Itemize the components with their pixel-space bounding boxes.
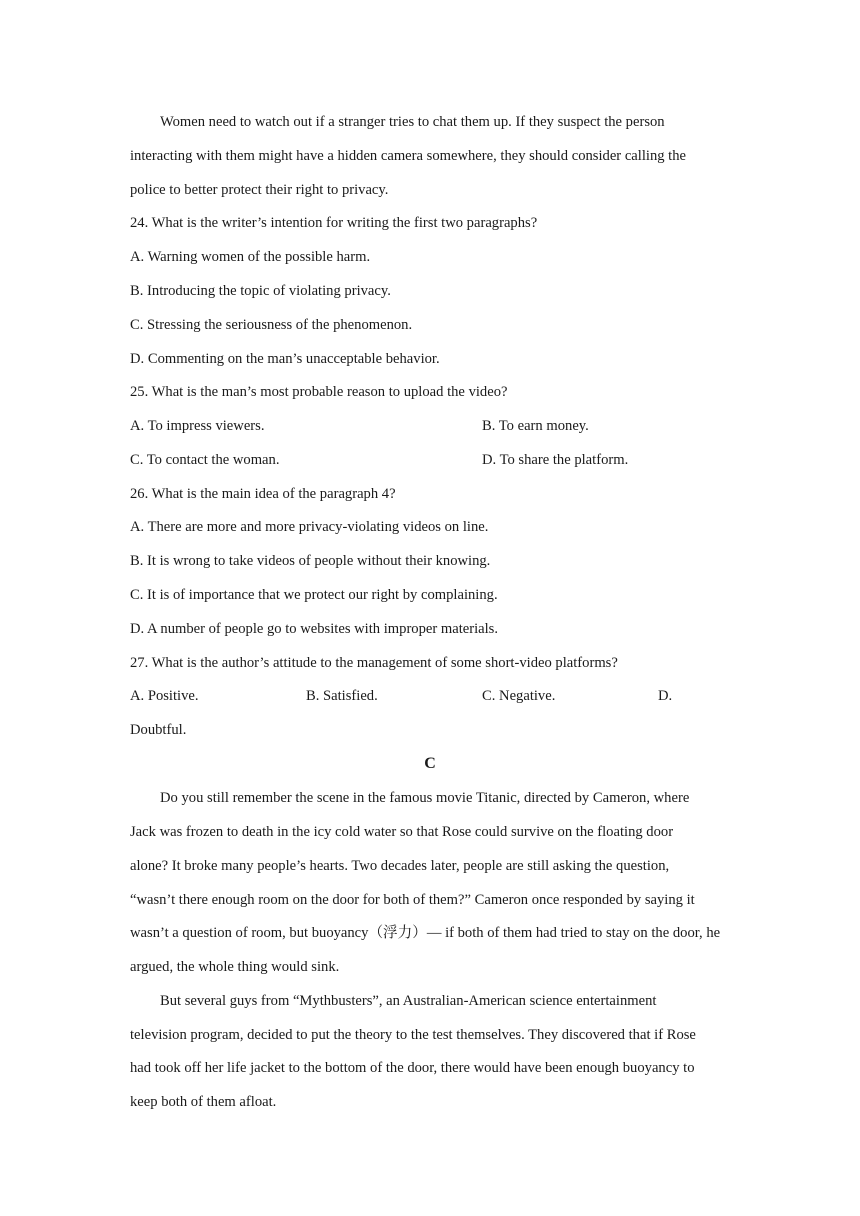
question-27-option-d-marker: D. bbox=[658, 688, 673, 704]
question-24-option-b: B. Introducing the topic of violating privacy. bbox=[130, 283, 391, 299]
question-25-stem: 25. What is the man’s most probable reason to upload the video? bbox=[130, 384, 508, 400]
paragraph-line: Do you still remember the scene in the famous movie Titanic, directed by Cameron, where bbox=[160, 790, 690, 806]
question-24-stem: 24. What is the writer’s intention for writing the first two paragraphs? bbox=[130, 215, 538, 231]
paragraph-line: had took off her life jacket to the bottom of the door, there would have been enough buoyancy to bbox=[130, 1060, 695, 1076]
paragraph-line: police to better protect their right to privacy. bbox=[130, 182, 389, 198]
question-25-option-d: D. To share the platform. bbox=[482, 452, 629, 468]
paragraph-line: “wasn’t there enough room on the door for both of them?” Cameron once responded by saying it bbox=[130, 892, 695, 908]
paragraph-line: But several guys from “Mythbusters”, an Australian-American science entertainment bbox=[160, 993, 657, 1009]
question-25-option-b: B. To earn money. bbox=[482, 418, 589, 434]
paragraph-line: argued, the whole thing would sink. bbox=[130, 959, 340, 975]
question-26-option-d: D. A number of people go to websites with improper materials. bbox=[130, 621, 499, 637]
question-25-option-a: A. To impress viewers. bbox=[130, 418, 265, 434]
question-24-option-c: C. Stressing the seriousness of the phenomenon. bbox=[130, 317, 413, 333]
question-26-stem: 26. What is the main idea of the paragraph 4? bbox=[130, 486, 396, 502]
paragraph-line: wasn’t a question of room, but buoyancy（浮力）— if both of them had tried to stay on the door, he bbox=[130, 925, 721, 941]
paragraph-line: alone? It broke many people’s hearts. Two decades later, people are still asking the question, bbox=[130, 858, 670, 874]
question-24-option-a: A. Warning women of the possible harm. bbox=[130, 249, 371, 265]
question-26-option-c: C. It is of importance that we protect our right by complaining. bbox=[130, 587, 498, 603]
question-27-option-d-text: Doubtful. bbox=[130, 722, 187, 738]
question-27-stem: 27. What is the author’s attitude to the management of some short-video platforms? bbox=[130, 655, 618, 671]
question-27-option-b: B. Satisfied. bbox=[306, 688, 378, 704]
question-25-option-c: C. To contact the woman. bbox=[130, 452, 280, 468]
paragraph-line: keep both of them afloat. bbox=[130, 1094, 277, 1110]
question-26-option-b: B. It is wrong to take videos of people without their knowing. bbox=[130, 553, 491, 569]
question-26-option-a: A. There are more and more privacy-violating videos on line. bbox=[130, 519, 489, 535]
paragraph-line: Women need to watch out if a stranger tries to chat them up. If they suspect the person bbox=[160, 114, 665, 130]
question-27-option-a: A. Positive. bbox=[130, 688, 199, 704]
paragraph-line: Jack was frozen to death in the icy cold water so that Rose could survive on the floating door bbox=[130, 824, 674, 840]
question-24-option-d: D. Commenting on the man’s unacceptable behavior. bbox=[130, 351, 440, 367]
paragraph-line: television program, decided to put the theory to the test themselves. They discovered that if Rose bbox=[130, 1027, 696, 1043]
question-27-option-c: C. Negative. bbox=[482, 688, 556, 704]
section-heading: C bbox=[424, 755, 436, 772]
paragraph-line: interacting with them might have a hidden camera somewhere, they should consider calling the bbox=[130, 148, 687, 164]
